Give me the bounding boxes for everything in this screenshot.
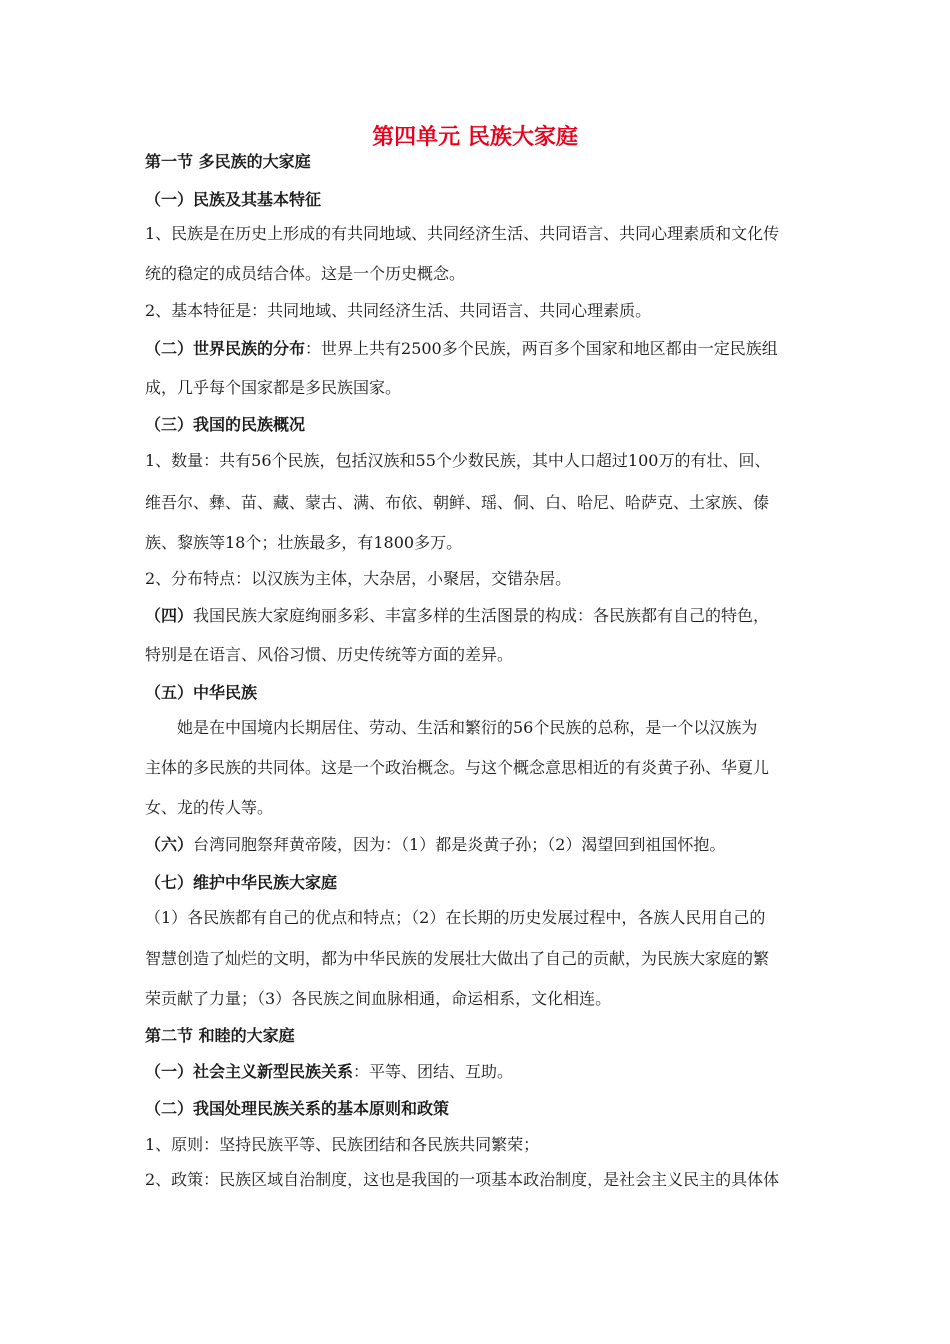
s1-p6-line1 <box>145 834 810 856</box>
s1-p3-line4: 2、分布特点：以汉族为主体，大杂居，小聚居，交错杂居。 <box>145 569 572 588</box>
s2-p1-text: ：平等、团结、互助。 <box>353 1062 514 1081</box>
s2-p1-line1 <box>145 1061 810 1083</box>
s1-p2-line2: 成，几乎每个国家都是多民族国家。 <box>145 378 402 397</box>
s2-p2-line1: 1、原则：坚持民族平等、民族团结和各民族共同繁荣； <box>145 1135 540 1154</box>
s1-p4-heading: （四） <box>145 606 194 625</box>
s1-p4-line2: 特别是在语言、风俗习惯、历史传统等方面的差异。 <box>145 645 514 664</box>
s1-p3-line1: 1、数量：共有56个民族，包括汉族和55个少数民族，其中人口超过100万的有壮、回、 <box>145 451 771 470</box>
s1-p2-text: ：世界上共有2500多个民族，两百多个国家和地区都由一定民族组 <box>305 339 778 358</box>
unit-title: 第四单元 民族大家庭 <box>372 125 578 150</box>
s1-p7-line2: 智慧创造了灿烂的文明，都为中华民族的发展壮大做出了自己的贡献，为民族大家庭的繁 <box>145 949 770 968</box>
s1-p5-heading: （五）中华民族 <box>145 683 258 702</box>
s1-p1-line1: 1、民族是在历史上形成的有共同地域、共同经济生活、共同语言、共同心理素质和文化传 <box>145 224 780 243</box>
s1-p1-line3: 2、基本特征是：共同地域、共同经济生活、共同语言、共同心理素质。 <box>145 301 652 320</box>
s1-p4-text: 我国民族大家庭绚丽多彩、丰富多样的生活图景的构成：各民族都有自己的特色， <box>193 606 770 625</box>
s1-p4-line1 <box>145 605 810 627</box>
s1-p7-heading: （七）维护中华民族大家庭 <box>145 873 338 892</box>
s1-p5-line3: 女、龙的传人等。 <box>145 798 274 817</box>
s2-p1-heading: （一）社会主义新型民族关系 <box>145 1062 354 1081</box>
s1-p6-heading: （六） <box>145 835 194 854</box>
s2-p2-line2: 2、政策：民族区域自治制度，这也是我国的一项基本政治制度，是社会主义民主的具体体 <box>145 1170 780 1189</box>
s1-p7-line1: （1）各民族都有自己的优点和特点；（2）在长期的历史发展过程中，各族人民用自己的 <box>145 908 766 927</box>
s1-p1-heading: （一）民族及其基本特征 <box>145 190 322 209</box>
s1-p6-text: 台湾同胞祭拜黄帝陵，因为：（1）都是炎黄子孙；（2）渴望回到祖国怀抱。 <box>193 835 726 854</box>
s1-p3-heading: （三）我国的民族概况 <box>145 415 306 434</box>
s1-p1-line2: 统的稳定的成员结合体。这是一个历史概念。 <box>145 264 466 283</box>
s2-p2-heading: （二）我国处理民族关系的基本原则和政策 <box>145 1099 450 1118</box>
s1-p3-line3: 族、黎族等18个；壮族最多，有1800多万。 <box>145 533 463 552</box>
s1-p3-line2: 维吾尔、彝、苗、藏、蒙古、满、布依、朝鲜、瑶、侗、白、哈尼、哈萨克、土家族、傣 <box>145 493 770 512</box>
s1-p2-line1 <box>145 338 810 360</box>
section2-heading: 第二节 和睦的大家庭 <box>145 1026 295 1045</box>
s1-p7-line3: 荣贡献了力量；（3）各民族之间血脉相通，命运相系，文化相连。 <box>145 989 612 1008</box>
s1-p5-line1: 她是在中国境内长期居住、劳动、生活和繁衍的56个民族的总称，是一个以汉族为 <box>177 718 758 737</box>
section1-heading: 第一节 多民族的大家庭 <box>145 152 311 171</box>
s1-p5-line2: 主体的多民族的共同体。这是一个政治概念。与这个概念意思相近的有炎黄子孙、华夏儿 <box>145 758 770 777</box>
s1-p2-heading: （二）世界民族的分布 <box>145 339 306 358</box>
